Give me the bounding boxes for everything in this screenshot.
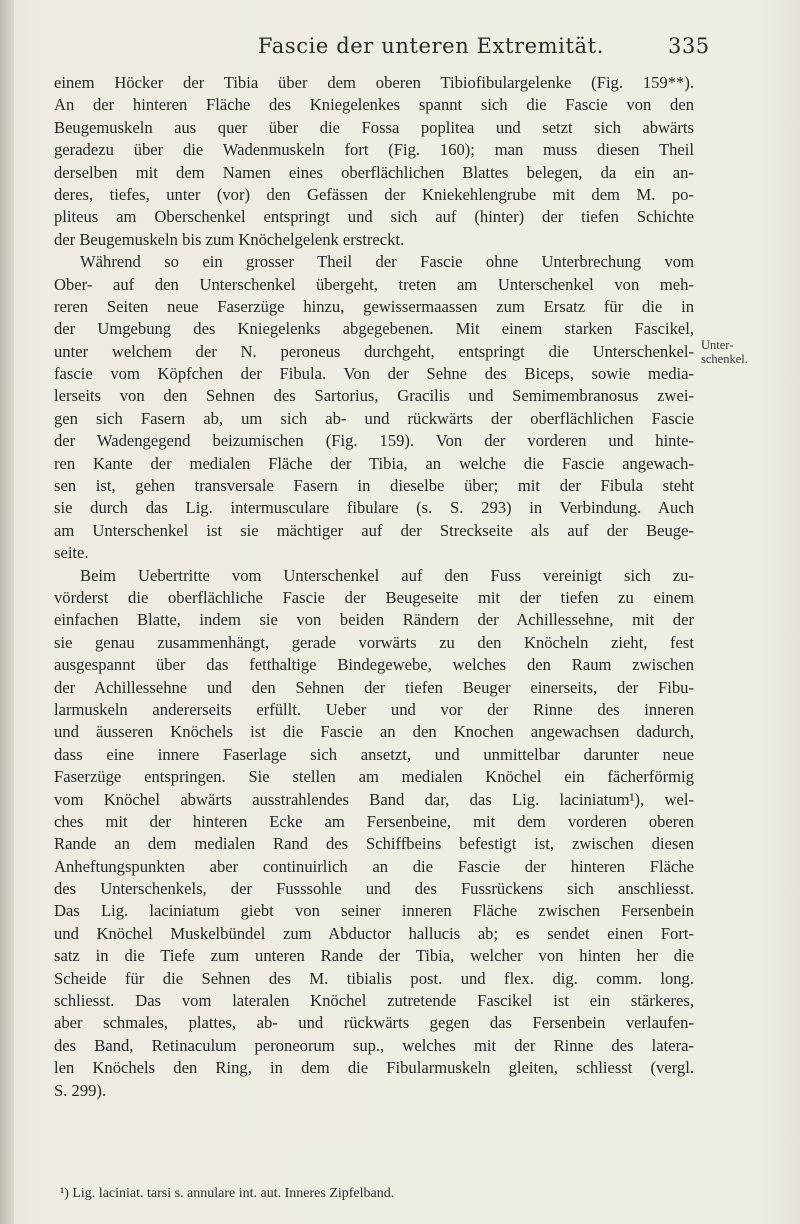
text-line: des Unterschenkels, der Fusssohle und des Fussrückens sich anschliesst.	[54, 879, 694, 899]
text-line: einem Höcker der Tibia über dem oberen Tibiofibulargelenke (Fig. 159**).	[54, 73, 694, 92]
footnote: ¹) Lig. laciniat. tarsi s. annulare int. aut. Inneres Zipfelband.	[60, 1186, 395, 1201]
text-line: reren Seiten neue Faserzüge hinzu, gewissermaassen zum Ersatz für die in	[54, 296, 694, 316]
margin-note	[701, 338, 781, 366]
text-line: ches mit der hinteren Ecke am Fersenbeine, mit dem vorderen oberen	[54, 811, 694, 831]
binding-edge	[0, 0, 14, 1224]
text-line: Ober- auf den Unterschenkel übergeht, treten am Unterschenkel von meh-	[54, 274, 694, 294]
text-line: sie genau zusammenhängt, gerade vorwärts zu den Knöcheln zieht, fest	[54, 632, 694, 652]
page-number: 335	[668, 34, 710, 58]
text-line: lerseits von den Sehnen des Sartorius, Gracilis und Semimembranosus zwei-	[54, 386, 694, 406]
text-line: der Achillessehne und den Sehnen der tiefen Beuger einerseits, der Fibu-	[54, 677, 694, 697]
text-line: pliteus am Oberschenkel entspringt und sich auf (hinter) der tiefen Schichte	[54, 207, 694, 227]
text-line: Scheide für die Sehnen des M. tibialis post. und flex. dig. comm. long.	[54, 968, 694, 988]
text-line: Beugemuskeln aus quer über die Fossa poplitea und setzt sich abwärts	[54, 117, 694, 137]
text-line: Beim Uebertritte vom Unterschenkel auf den Fuss vereinigt sich zu-	[80, 565, 694, 585]
text-line: An der hinteren Fläche des Kniegelenkes spannt sich die Fascie von den	[54, 95, 694, 115]
text-line: Faserzüge entspringen. Sie stellen am medialen Knöchel ein fächerförmig	[54, 767, 694, 787]
text-line: einfachen Blatte, indem sie von beiden Rändern der Achillessehne, mit der	[54, 610, 694, 630]
text-line: sen ist, gehen transversale Fasern in dieselbe über; mit der Fibula steht	[54, 476, 694, 496]
text-line: am Unterschenkel ist sie mächtiger auf der Streckseite als auf der Beuge-	[54, 520, 694, 540]
text-line: unter welchem der N. peroneus durchgeht, entspringt die Unterschenkel-	[54, 341, 694, 361]
text-line: und Knöchel Muskelbündel zum Abductor hallucis ab; es sendet einen Fort-	[54, 923, 694, 943]
text-line: derselben mit dem Namen eines oberflächlichen Blattes belegen, da ein an-	[54, 162, 694, 182]
body-text	[54, 72, 694, 1102]
text-line: deres, tiefes, unter (vor) den Gefässen der Kniekehlengrube mit dem M. po-	[54, 184, 694, 204]
text-line: satz in die Tiefe zum unteren Rande der Tibia, welcher von hinten her die	[54, 946, 694, 966]
text-line: Während so ein grosser Theil der Fascie ohne Unterbrechung vom	[80, 252, 694, 272]
text-line: sie durch das Lig. intermusculare fibulare (s. S. 293) in Verbindung. Auch	[54, 498, 694, 518]
text-line: Rande an dem medialen Rand des Schiffbeins befestigt ist, zwischen diesen	[54, 834, 694, 854]
text-line: len Knöchels den Ring, in dem die Fibularmuskeln gleiten, schliesst (vergl.	[54, 1058, 694, 1078]
text-line: vom Knöchel abwärts ausstrahlendes Band dar, das Lig. laciniatum¹), wel-	[54, 789, 694, 809]
text-line: Anheftungspunkten aber continuirlich an die Fascie der hinteren Fläche	[54, 856, 694, 876]
text-line: vörderst die oberflächliche Fascie der Beugeseite mit der tiefen zu einem	[54, 587, 694, 607]
text-line: ren Kante der medialen Fläche der Tibia, an welche die Fascie angewach-	[54, 453, 694, 473]
text-line: und äusseren Knöchels ist die Fascie an den Knochen angewachsen dadurch,	[54, 722, 694, 742]
text-line: seite.	[54, 543, 89, 563]
margin-note-line: Unter-	[701, 338, 734, 352]
text-line: schliesst. Das vom lateralen Knöchel zutretende Fascikel ist ein stärkeres,	[54, 991, 694, 1011]
text-line: der Beugemuskeln bis zum Knöchelgelenk erstreckt.	[54, 229, 405, 249]
margin-note-line: schenkel.	[701, 352, 748, 366]
text-line: geradezu über die Wadenmuskeln fort (Fig. 160); man muss diesen Theil	[54, 140, 694, 160]
text-line: gen sich Fasern ab, um sich ab- und rückwärts der oberflächlichen Fascie	[54, 408, 694, 428]
text-line: aber schmales, plattes, ab- und rückwärts gegen das Fersenbein verlaufen-	[54, 1013, 694, 1033]
text-line: ausgespannt über das fetthaltige Bindegewebe, welches den Raum zwischen	[54, 655, 694, 675]
running-head	[0, 28, 800, 58]
text-line: larmuskeln andererseits erfüllt. Ueber und vor der Rinne des inneren	[54, 699, 694, 719]
page-title: Fascie der unteren Extremität.	[258, 34, 604, 58]
text-line: der Umgebung des Kniegelenks abgegebenen. Mit einem starken Fascikel,	[54, 319, 694, 339]
text-line: der Wadengegend beizumischen (Fig. 159). Von der vorderen und hinte-	[54, 431, 694, 451]
text-line: S. 299).	[54, 1080, 107, 1100]
text-line: des Band, Retinaculum peroneorum sup., welches mit der Rinne des latera-	[54, 1035, 694, 1055]
text-line: fascie vom Köpfchen der Fibula. Von der Sehne des Biceps, sowie media-	[54, 364, 694, 384]
text-line: dass eine innere Faserlage sich ansetzt, und unmittelbar darunter neue	[54, 744, 694, 764]
text-line: Das Lig. laciniatum giebt von seiner inneren Fläche zwischen Fersenbein	[54, 901, 694, 921]
